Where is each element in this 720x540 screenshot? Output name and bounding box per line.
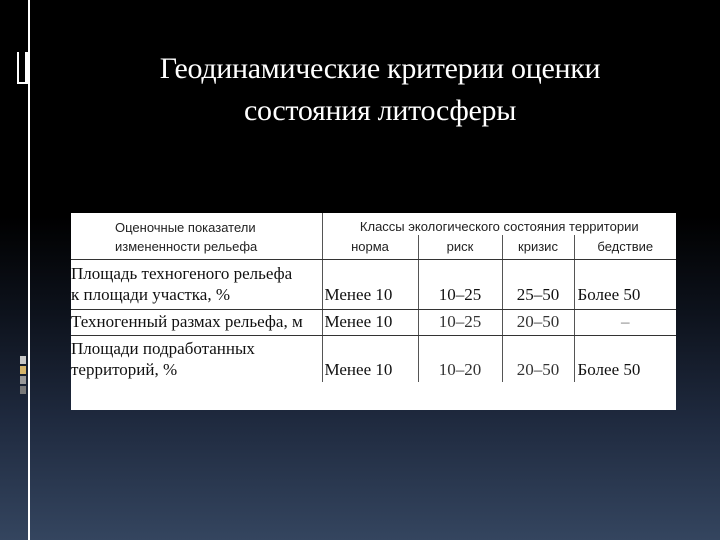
table-cell: Менее 10 — [322, 335, 418, 382]
title-line-2: состояния литосферы — [243, 94, 517, 127]
table-cell: 25–50 — [502, 259, 574, 309]
class-header: бедствие — [574, 235, 676, 259]
row-label — [71, 309, 322, 335]
table-cell: 20–50 — [502, 335, 574, 382]
row-label-line-2: к площади участка, % — [71, 284, 231, 304]
table-row — [71, 335, 676, 382]
table-cell: 10–20 — [418, 335, 502, 382]
table-cell: Более 50 — [574, 335, 676, 382]
indicator-header — [71, 213, 322, 259]
class-header: кризис — [502, 235, 574, 259]
table-cell: – — [574, 309, 676, 335]
row-label-line-1: Площади подработанных — [71, 338, 255, 358]
table-cell: 10–25 — [418, 259, 502, 309]
table-row — [71, 309, 676, 335]
slide-title — [100, 48, 660, 132]
class-header: риск — [418, 235, 502, 259]
table-cell: Менее 10 — [322, 309, 418, 335]
decor-bar-4 — [20, 386, 26, 394]
criteria-table — [71, 213, 676, 382]
indicator-header-line-1: Оценочные показатели — [115, 220, 256, 235]
table-row — [71, 259, 676, 309]
table-cell: Менее 10 — [322, 259, 418, 309]
class-header: норма — [322, 235, 418, 259]
decor-bar-1 — [20, 356, 26, 364]
row-label — [71, 335, 322, 382]
criteria-table-image — [71, 213, 676, 410]
header-row-1 — [71, 213, 676, 235]
decor-bracket-inner — [19, 52, 25, 82]
table-cell: 10–25 — [418, 309, 502, 335]
decor-bar-2 — [20, 366, 26, 374]
table-cell: Более 50 — [574, 259, 676, 309]
row-label-line-1: Площадь техногеного рельефа — [71, 263, 293, 283]
row-label-line-2: территорий, % — [71, 359, 178, 379]
decor-bar-3 — [20, 376, 26, 384]
classes-group-header: Классы экологического состояния территории — [322, 213, 676, 235]
title-line-1: Геодинамические критерии оценки — [159, 52, 601, 85]
row-label-line-1: Техногенный размах рельефа, м — [71, 312, 303, 331]
table-cell: 20–50 — [502, 309, 574, 335]
row-label — [71, 259, 322, 309]
indicator-header-line-2: измененности рельефа — [115, 239, 258, 254]
